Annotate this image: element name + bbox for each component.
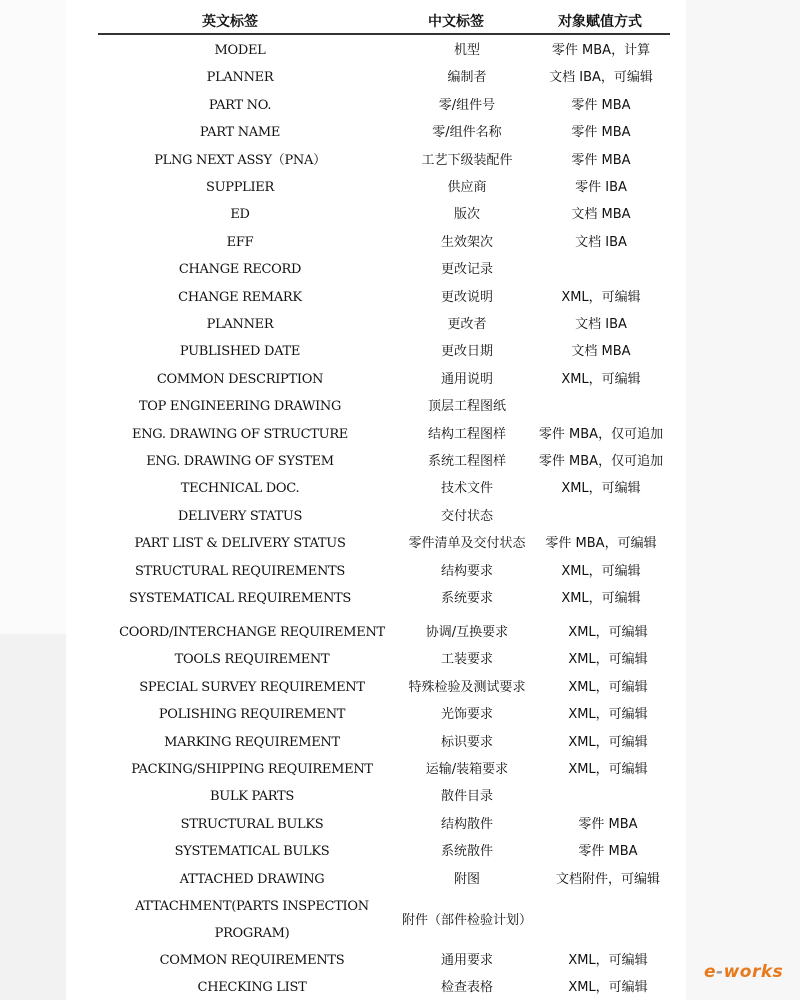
assignment-method-cell: 零件 MBA，仅可追加 — [538, 427, 664, 442]
english-label-cell: STRUCTURAL BULKS — [180, 817, 324, 832]
english-label-cell: DELIVERY STATUS — [177, 509, 303, 524]
table-row — [0, 119, 800, 146]
english-label-cell: PACKING/SHIPPING REQUIREMENT — [131, 762, 373, 777]
eworks-watermark — [704, 962, 783, 982]
assignment-method-cell: 文档 MBA — [571, 207, 631, 222]
chinese-label-cell: 更改记录 — [440, 262, 493, 277]
english-label-cell: ATTACHMENT(PARTS INSPECTION PROGRAM) — [135, 899, 369, 941]
english-label-cell: PLANNER — [206, 317, 274, 332]
header-chinese-label: 中文标签 — [428, 14, 484, 30]
english-label-cell: POLISHING REQUIREMENT — [158, 707, 346, 722]
chinese-label-cell: 结构工程图样 — [427, 427, 506, 442]
english-label-cell: PLNG NEXT ASSY（PNA） — [154, 153, 326, 168]
assignment-method-cell: XML，可编辑 — [561, 290, 641, 305]
chinese-label-cell: 零件清单及交付状态 — [408, 536, 526, 551]
chinese-label-cell: 机型 — [453, 43, 480, 58]
english-label-cell: EFF — [226, 235, 254, 250]
chinese-label-cell: 系统要求 — [440, 591, 493, 606]
table-row — [0, 866, 800, 893]
chinese-label-cell: 零/组件号 — [438, 98, 496, 113]
chinese-label-cell: 特殊检验及测试要求 — [408, 680, 526, 695]
assignment-method-cell: 零件 MBA — [571, 98, 631, 113]
assignment-method-cell: 零件 MBA — [571, 153, 631, 168]
assignment-method-cell: 零件 MBA，仅可追加 — [538, 454, 664, 469]
table-row — [0, 229, 800, 256]
assignment-method-cell: 文档 IBA，可编辑 — [549, 70, 653, 85]
assignment-method-cell: 零件 IBA — [575, 180, 627, 195]
table-row — [0, 558, 800, 585]
english-label-cell: TOP ENGINEERING DRAWING — [138, 399, 342, 414]
chinese-label-cell: 工艺下级装配件 — [421, 153, 513, 168]
table-row — [0, 256, 800, 283]
assignment-method-cell: 零件 MBA，计算 — [551, 43, 651, 58]
assignment-method-cell: XML，可编辑 — [561, 372, 641, 387]
chinese-label-cell: 顶层工程图纸 — [427, 399, 506, 414]
table-row — [0, 974, 800, 1001]
english-label-cell: ED — [230, 207, 250, 222]
watermark-suffix: works — [723, 962, 784, 982]
table-row — [0, 448, 800, 475]
chinese-label-cell: 通用说明 — [440, 372, 493, 387]
chinese-label-cell: 更改说明 — [440, 290, 493, 305]
assignment-method-cell: 文档 IBA — [575, 317, 627, 332]
header-assignment-method: 对象赋值方式 — [558, 14, 642, 30]
chinese-label-cell: 附图 — [453, 872, 480, 887]
chinese-label-cell: 更改者 — [447, 317, 487, 332]
assignment-method-cell: XML，可编辑 — [568, 625, 648, 640]
assignment-method-cell: XML，可编辑 — [568, 680, 648, 695]
table-row — [0, 811, 800, 838]
watermark-dash: - — [716, 962, 724, 982]
chinese-label-cell: 标识要求 — [440, 735, 493, 750]
english-label-cell: BULK PARTS — [209, 789, 295, 804]
chinese-label-cell: 更改日期 — [440, 344, 493, 359]
english-label-cell: TOOLS REQUIREMENT — [174, 652, 330, 667]
english-label-cell: PLANNER — [206, 70, 274, 85]
english-label-cell: SPECIAL SURVEY REQUIREMENT — [139, 680, 365, 695]
table-row — [0, 729, 800, 756]
table-row — [0, 393, 800, 420]
chinese-label-cell: 散件目录 — [440, 789, 493, 804]
table-row — [0, 893, 800, 947]
chinese-label-cell: 系统工程图样 — [427, 454, 506, 469]
english-label-cell: SUPPLIER — [205, 180, 274, 195]
table-row — [0, 366, 800, 393]
table-row — [0, 674, 800, 701]
assignment-method-cell: 零件 MBA，可编辑 — [545, 536, 657, 551]
assignment-method-cell: XML，可编辑 — [568, 762, 648, 777]
english-label-cell: PUBLISHED DATE — [179, 344, 301, 359]
english-label-cell: ENG. DRAWING OF SYSTEM — [146, 454, 334, 469]
english-label-cell: STRUCTURAL REQUIREMENTS — [135, 564, 345, 579]
english-label-cell: COORD/INTERCHANGE REQUIREMENT — [119, 625, 385, 640]
assignment-method-cell: 零件 MBA — [578, 817, 638, 832]
table-row — [0, 783, 800, 810]
assignment-method-cell: XML，可编辑 — [561, 591, 641, 606]
table-row — [0, 756, 800, 783]
chinese-label-cell: 附件（部件检验计划） — [401, 913, 532, 928]
chinese-label-cell: 版次 — [453, 207, 480, 222]
table-row — [0, 174, 800, 201]
assignment-method-cell: XML，可编辑 — [568, 980, 648, 995]
table-row — [0, 147, 800, 174]
chinese-label-cell: 技术文件 — [440, 481, 493, 496]
english-label-cell: PART LIST & DELIVERY STATUS — [134, 536, 346, 551]
chinese-label-cell: 检查表格 — [440, 980, 493, 995]
english-label-cell: CHECKING LIST — [197, 980, 307, 995]
table-row — [0, 284, 800, 311]
assignment-method-cell: 零件 MBA — [571, 125, 631, 140]
table-row — [0, 838, 800, 865]
chinese-label-cell: 光饰要求 — [440, 707, 493, 722]
table-row — [0, 475, 800, 502]
table-row — [0, 619, 800, 646]
assignment-method-cell: XML，可编辑 — [561, 564, 641, 579]
table-row — [0, 92, 800, 119]
english-label-cell: SYSTEMATICAL REQUIREMENTS — [128, 591, 351, 606]
assignment-method-cell: 文档 IBA — [575, 235, 627, 250]
assignment-method-cell: XML，可编辑 — [568, 953, 648, 968]
chinese-label-cell: 生效架次 — [440, 235, 493, 250]
table-row — [0, 585, 800, 612]
english-label-cell: CHANGE RECORD — [178, 262, 302, 277]
chinese-label-cell: 系统散件 — [440, 844, 493, 859]
table-row — [0, 311, 800, 338]
table-row — [0, 421, 800, 448]
chinese-label-cell: 工装要求 — [440, 652, 493, 667]
chinese-label-cell: 结构要求 — [440, 564, 493, 579]
assignment-method-cell: 零件 MBA — [578, 844, 638, 859]
header-english-label: 英文标签 — [202, 14, 258, 30]
chinese-label-cell: 运输/装箱要求 — [425, 762, 509, 777]
english-label-cell: SYSTEMATICAL BULKS — [174, 844, 330, 859]
chinese-label-cell: 编制者 — [447, 70, 487, 85]
table-row — [0, 503, 800, 530]
table-row — [0, 646, 800, 673]
assignment-method-cell: 文档附件，可编辑 — [555, 872, 660, 887]
assignment-method-cell: XML，可编辑 — [568, 735, 648, 750]
chinese-label-cell: 供应商 — [447, 180, 487, 195]
table-row — [0, 64, 800, 91]
chinese-label-cell: 交付状态 — [440, 509, 493, 524]
table-row — [0, 338, 800, 365]
english-label-cell: ENG. DRAWING OF STRUCTURE — [132, 427, 348, 442]
table-row — [0, 947, 800, 974]
english-label-cell: CHANGE REMARK — [178, 290, 302, 305]
english-label-cell: TECHNICAL DOC. — [180, 481, 300, 496]
english-label-cell: COMMON DESCRIPTION — [156, 372, 324, 387]
table-row — [0, 530, 800, 557]
table-row — [0, 37, 800, 64]
english-label-cell: PART NO. — [208, 98, 272, 113]
chinese-label-cell: 通用要求 — [440, 953, 493, 968]
watermark-prefix: e — [704, 962, 717, 982]
chinese-label-cell: 结构散件 — [440, 817, 493, 832]
chinese-label-cell: 协调/互换要求 — [425, 625, 509, 640]
english-label-cell: MODEL — [214, 43, 266, 58]
english-label-cell: ATTACHED DRAWING — [179, 872, 325, 887]
assignment-method-cell: XML，可编辑 — [561, 481, 641, 496]
table-row — [0, 701, 800, 728]
assignment-method-cell: XML，可编辑 — [568, 652, 648, 667]
english-label-cell: COMMON REQUIREMENTS — [159, 953, 345, 968]
table-row — [0, 201, 800, 228]
english-label-cell: MARKING REQUIREMENT — [164, 735, 340, 750]
english-label-cell: PART NAME — [199, 125, 281, 140]
assignment-method-cell: XML，可编辑 — [568, 707, 648, 722]
header-divider — [98, 33, 670, 35]
assignment-method-cell: 文档 MBA — [571, 344, 631, 359]
chinese-label-cell: 零/组件名称 — [432, 125, 502, 140]
